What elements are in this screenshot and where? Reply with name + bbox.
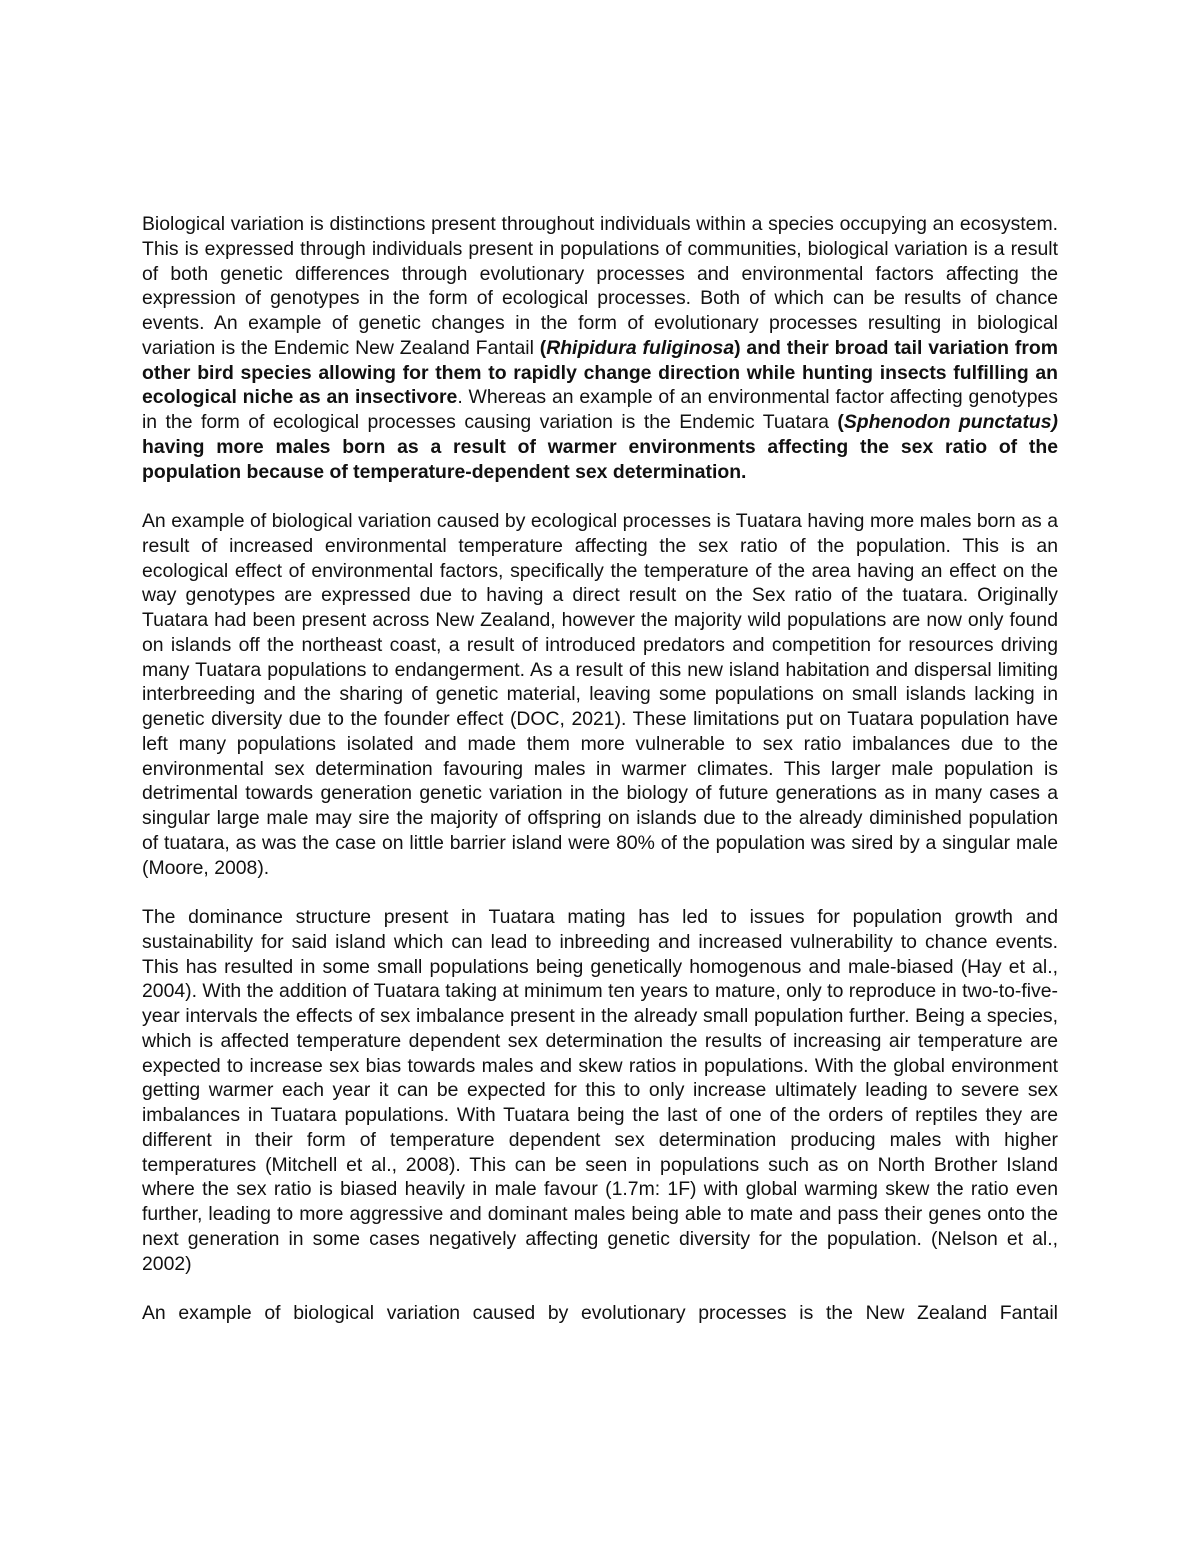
paragraph-dominance (142, 905, 1058, 1276)
text-segment: An example of biological variation caused by ecological processes is Tuatara having more males born as a result of increased environmental temperature affecting the sex ratio of the population. This is an ecological effect of environmental factors, specifically the temperature of the area having an effect on the way genotypes are expressed due to having a direct result on the Sex ratio of the tuatara. Originally Tuatara had been present across New Zealand, however the majority wild populations are now only found on islands off the northeast coast, a result of introduced predators and competition for resources driving many Tuatara populations to endangerment. As a result of this new island habitation and dispersal limiting interbreeding and the sharing of genetic material, leaving some populations on small islands lacking in genetic diversity due to the founder effect (DOC, 2021). These limitations put on Tuatara population have left many populations isolated and made them more vulnerable to sex ratio imbalances due to the environmental sex determination favouring males in warmer climates. This larger male population is detrimental towards generation genetic variation in the biology of future generations as in many cases a singular large male may sire the majority of offspring on islands due to the already diminished population of tuatara, as was the case on little barrier island were 80% of the population was sired by a singular male (Moore, 2008). (142, 510, 1058, 879)
text-segment: An example of biological variation caused by evolutionary processes is the New Zealand Fantail (142, 1302, 1058, 1324)
text-segment-bold: ) and their broad tail variation from other bird species allowing for them to rapidly change direction while hunting insects fulfilling an ecological niche as an insectivore (142, 336, 1058, 409)
text-segment: Biological variation is distinctions present throughout individuals within a species occupying an ecosystem. This is expressed through individuals present in populations of communities, biological variation is a result of both genetic differences through evolutionary processes and environmental factors affecting the expression of genotypes in the form of ecological processes. Both of which can be results of chance events. An example of genetic changes in the form of evolutionary processes resulting in biological variation is the Endemic New Zealand Fantail (142, 213, 1058, 359)
paragraph-ecological (142, 509, 1058, 880)
species-name-fantail: Rhipidura fuliginosa (546, 336, 735, 359)
species-name-tuatara: Sphenodon punctatus) (843, 411, 1058, 433)
text-segment-bold: ( (837, 411, 844, 433)
text-segment: The dominance structure present in Tuatara mating has led to issues for population growth and sustainability for said island which can lead to inbreeding and increased vulnerability to chance events. This has resulted in some small populations being genetically homogenous and male-biased (Hay et al., 2004). With the addition of Tuatara taking at minimum ten years to mature, only to reproduce in two-to-five-year intervals the effects of sex imbalance present in the already small population further. Being a species, which is affected temperature dependent sex determination the results of increasing air temperature are expected to increase sex bias towards males and skew ratios in populations. With the global environment getting warmer each year it can be expected for this to only increase ultimately leading to severe sex imbalances in Tuatara populations. With Tuatara being the last of one of the orders of reptiles they are different in their form of temperature dependent sex determination producing males with higher temperatures (Mitchell et al., 2008). This can be seen in populations such as on North Brother Island where the sex ratio is biased heavily in male favour (1.7m: 1F) with global warming skew the ratio even further, leading to more aggressive and dominant males being able to mate and pass their genes onto the next generation in some cases negatively affecting genetic diversity for the population. (Nelson et al., 2002) (142, 906, 1058, 1275)
text-segment: . Whereas an example of an environmental factor affecting genotypes in the form of ecological processes causing variation is the Endemic Tuatara (142, 386, 1058, 433)
text-segment-bold: having more males born as a result of warmer environments affecting the sex ratio of the population because of temperature-dependent sex determination. (142, 435, 1058, 483)
paragraph-intro (142, 212, 1058, 484)
paragraph-evolutionary (142, 1301, 1058, 1326)
text-segment-bold: ( (539, 336, 547, 359)
document-page (142, 212, 1058, 1351)
